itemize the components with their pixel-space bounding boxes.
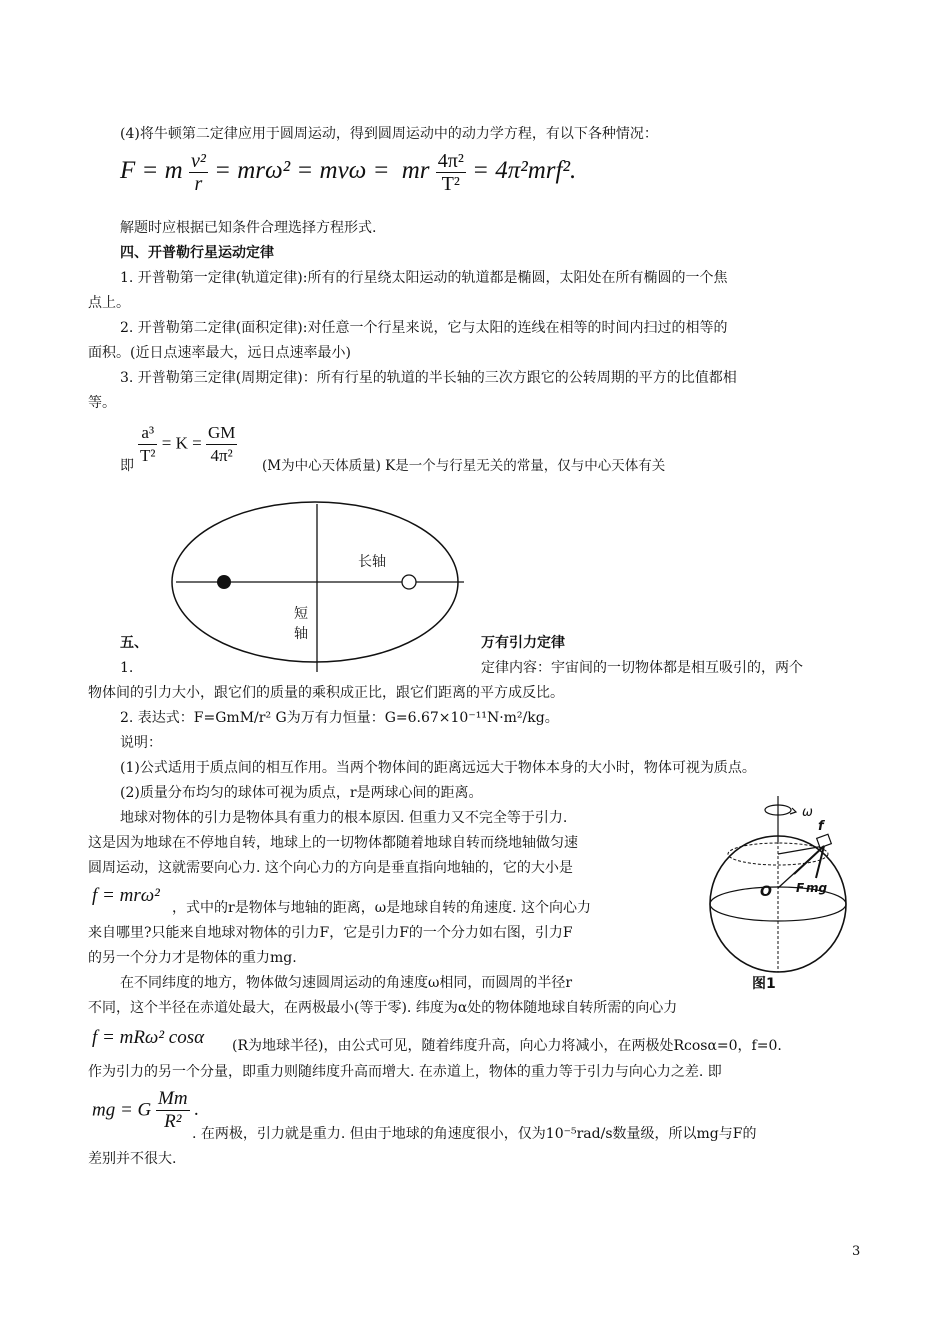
- section-5-title-part2: 万有引力定律: [481, 635, 565, 651]
- f-label: f: [818, 819, 824, 834]
- explain-item-2: (2)质量分布均匀的球体可视为质点，r是两球心间的距离。: [120, 785, 483, 801]
- explain-label: 说明：: [120, 735, 162, 751]
- sun-dot: [217, 575, 231, 589]
- latitude-line3: (R为地球半径)，由公式可见，随着纬度升高，向心力将减小，在两极处Rcosα=0，f=0.: [232, 1038, 782, 1054]
- ellipse-orbit-figure: [160, 500, 480, 680]
- kepler-note: (M为中心天体质量) K是一个与行星无关的常量，仅与中心天体有关: [262, 458, 666, 474]
- earth-line6: 的另一个分力才是物体的重力mg.: [88, 950, 297, 966]
- latitude-centripetal-formula: f = mRω² cosα: [92, 1027, 205, 1048]
- denominator-4pi2: 4π²: [206, 444, 237, 467]
- weight-formula: [92, 1088, 199, 1133]
- latitude-line6: 差别并不很大.: [88, 1151, 177, 1167]
- center-O-label: O: [760, 884, 772, 900]
- kepler-second-line1: 2. 开普勒第二定律(面积定律):对任意一个行星来说，它与太阳的连线在相等的时间内扫过的相等的: [120, 320, 728, 336]
- eq-K: = K =: [161, 433, 202, 453]
- latitude-line4: 作为引力的另一个分量，即重力则随纬度升高而增大. 在赤道上，物体的重力等于引力与向心力之差. 即: [88, 1064, 722, 1080]
- earth-line1: 地球对物体的引力是物体具有重力的根本原因. 但重力又不完全等于引力.: [120, 810, 568, 826]
- mg-lhs: mg = G: [92, 1099, 152, 1121]
- fraction-a3-over-T2: [138, 422, 157, 467]
- kepler-third-line1: 3. 开普勒第三定律(周期定律)：所有行星的轨道的半长轴的三次方跟它的公转周期的平方的比值都相: [120, 370, 737, 386]
- equation-note: 解题时应根据已知条件合理选择方程形式.: [120, 220, 377, 236]
- numerator-v2: v²: [190, 150, 206, 172]
- latitude-line2: 不同，这个半径在赤道处最大，在两极最小(等于零). 纬度为α处的物体随地球自转所需的向心力: [88, 1000, 678, 1016]
- eq-tail: = 4π²mrf².: [472, 157, 577, 185]
- denominator-T2: T²: [436, 172, 466, 195]
- minor-axis-label-2: 轴: [294, 626, 308, 642]
- fraction-v2-over-r: [189, 150, 208, 195]
- latitude-line1: 在不同纬度的地方，物体做匀速圆周运动的角速度ω相同，而圆周的半径r: [120, 975, 573, 991]
- kepler-first-line1: 1. 开普勒第一定律(轨道定律):所有的行星绕太阳运动的轨道都是椭圆，太阳处在所有椭圆的一个焦: [120, 270, 728, 286]
- centripetal-formula: f = mrω²: [92, 885, 160, 906]
- kepler-first-line2: 点上。: [88, 295, 130, 311]
- kepler-third-line2: 等。: [88, 395, 116, 411]
- mg-label: mg: [806, 881, 828, 895]
- eq-mr: mr: [401, 157, 430, 185]
- page-number: 3: [852, 1244, 861, 1259]
- earth-line5: 来自哪里?只能来自地球对物体的引力F，它是引力F的一个分力如右图，引力F: [88, 925, 573, 941]
- empty-focus-dot: [402, 575, 416, 589]
- minor-axis-label-1: 短: [294, 606, 308, 622]
- dynamics-equation: [120, 150, 576, 195]
- paragraph-newton-circular: (4)将牛顿第二定律应用于圆周运动，得到圆周运动中的动力学方程，有以下各种情况：: [120, 126, 658, 142]
- kepler-formula: [138, 422, 237, 467]
- earth-line2: 这是因为地球在不停地自转，地球上的一切物体都随着地球自转而绕地轴做匀速: [88, 835, 578, 851]
- major-axis-label: 长轴: [358, 554, 386, 570]
- object-block: [817, 834, 832, 848]
- gravity-law-number: 1.: [120, 660, 134, 676]
- numerator-GM: GM: [207, 423, 236, 442]
- numerator-Mm: Mm: [158, 1088, 188, 1109]
- earth-force-figure: [700, 792, 860, 992]
- gravity-law-line2: 物体间的引力大小，跟它们的质量的乘积成正比，跟它们距离的平方成反比。: [88, 685, 564, 701]
- kepler-prefix: 即: [120, 458, 134, 474]
- eq-middle-terms: = mrω² = mvω =: [214, 157, 390, 185]
- earth-line3: 圆周运动，这就需要向心力. 这个向心力的方向是垂直指向地轴的，它的大小是: [88, 860, 573, 876]
- latitude-line5: . 在两极，引力就是重力. 但由于地球的角速度很小，仅为10⁻⁵rad/s数量级，所以mg与F的: [192, 1126, 757, 1142]
- gravity-law-line1: 定律内容：宇宙间的一切物体都是相互吸引的，两个: [481, 660, 803, 676]
- mg-dot: .: [194, 1098, 200, 1120]
- fraction-GM-over-4pi2: [206, 422, 237, 467]
- section-4-title: 四、开普勒行星运动定律: [120, 245, 274, 261]
- fraction-Mm-over-R2: [156, 1088, 190, 1133]
- explain-item-1: (1)公式适用于质点间的相互作用。当两个物体间的距离远远大于物体本身的大小时，物体可视为质点。: [120, 760, 756, 776]
- earth-line4: ，式中的r是物体与地轴的距离，ω是地球自转的角速度. 这个向心力: [172, 900, 592, 916]
- denominator-r: r: [189, 172, 208, 195]
- gravity-expression: 2. 表达式：F=GmM/r² G为万有力恒量：G=6.67×10⁻¹¹N·m²/kg。: [120, 710, 559, 726]
- F-label: F: [796, 881, 805, 895]
- section-5-title-part1: 五、: [120, 635, 148, 651]
- numerator-a3: a³: [141, 423, 155, 442]
- omega-label: ω: [802, 805, 813, 820]
- denominator-T2: T²: [140, 446, 156, 465]
- fraction-4pi2-over-T2: [436, 150, 466, 195]
- kepler-second-line2: 面积。(近日点速率最大，远日点速率最小): [88, 345, 351, 361]
- eq-m: = m: [141, 157, 183, 185]
- numerator-4pi2: 4π²: [437, 150, 464, 172]
- eq-F: F: [120, 157, 136, 185]
- figure-caption: 图1: [752, 976, 776, 992]
- denominator-R2: R²: [156, 1110, 190, 1133]
